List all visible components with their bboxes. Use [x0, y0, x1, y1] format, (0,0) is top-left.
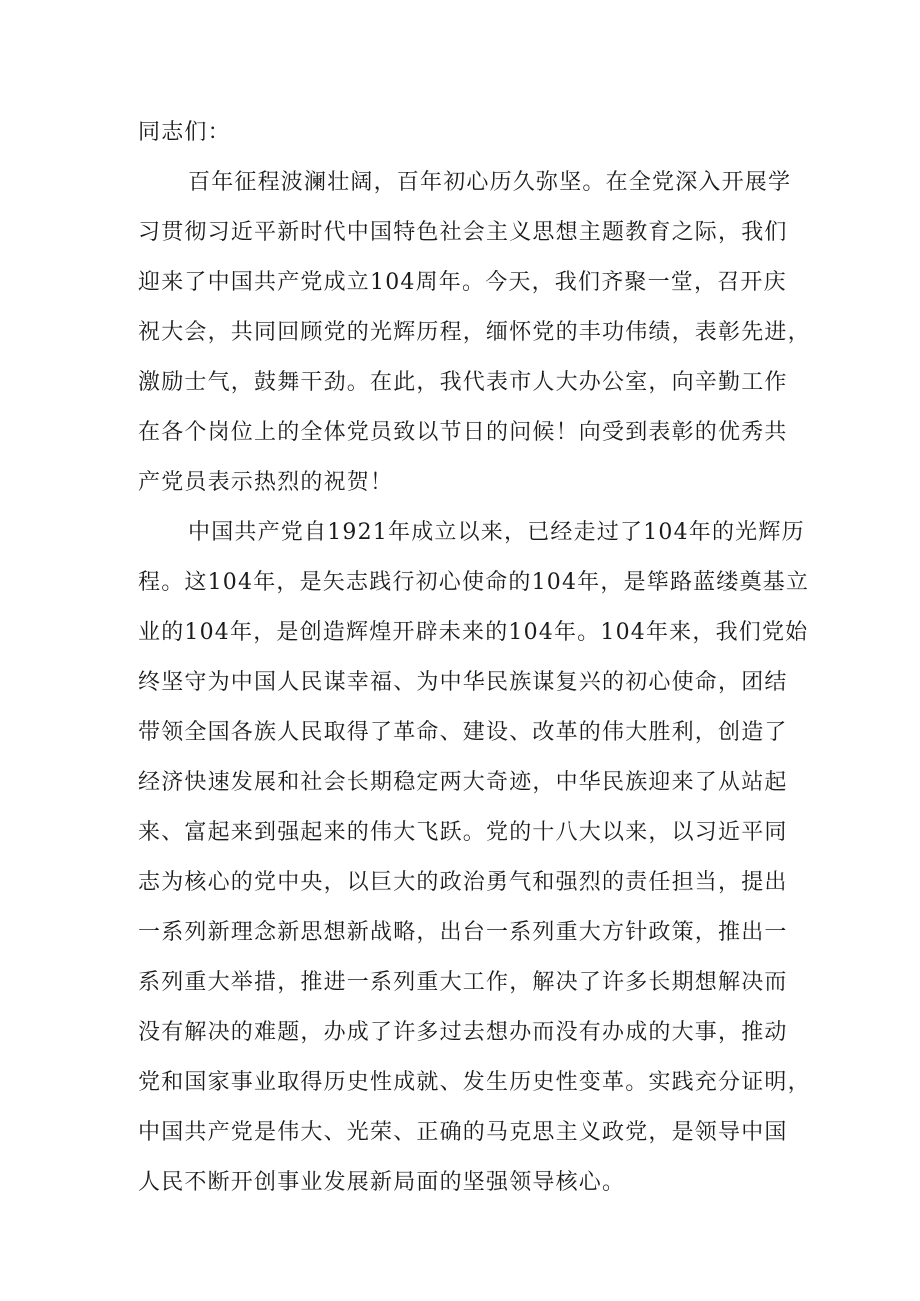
paragraph-line: 没有解决的难题，办成了许多过去想办而没有办成的大事，推动	[138, 1020, 788, 1045]
paragraph-line: 系列重大举措，推进一系列重大工作，解决了许多长期想解决而	[138, 970, 788, 995]
paragraph-line: 来、富起来到强起来的伟大飞跃。党的十八大以来，以习近平同	[138, 820, 788, 845]
paragraph-line: 中国共产党是伟大、光荣、正确的马克思主义政党，是领导中国	[138, 1120, 788, 1145]
paragraph-line: 带领全国各族人民取得了革命、建设、改革的伟大胜利，创造了	[138, 720, 788, 745]
paragraph-line: 在各个岗位上的全体党员致以节日的问候！向受到表彰的优秀共	[138, 420, 788, 445]
greeting: 同志们：	[138, 120, 231, 145]
paragraph-line: 习贯彻习近平新时代中国特色社会主义思想主题教育之际，我们	[138, 220, 788, 245]
paragraph-line: 激励士气，鼓舞干劲。在此，我代表市人大办公室，向辛勤工作	[138, 370, 788, 395]
paragraph-line: 祝大会，共同回顾党的光辉历程，缅怀党的丰功伟绩，表彰先进，	[138, 320, 811, 345]
paragraph-line: 百年征程波澜壮阔，百年初心历久弥坚。在全党深入开展学	[188, 170, 792, 195]
paragraph-line: 中国共产党自1921年成立以来，已经走过了104年的光辉历	[188, 520, 805, 545]
paragraph-line: 人民不断开创事业发展新局面的坚强领导核心。	[138, 1170, 626, 1195]
paragraph-line: 产党员表示热烈的祝贺！	[138, 470, 394, 495]
paragraph-line: 终坚守为中国人民谋幸福、为中华民族谋复兴的初心使命，团结	[138, 670, 788, 695]
paragraph-line: 志为核心的党中央，以巨大的政治勇气和强烈的责任担当，提出	[138, 870, 788, 895]
paragraph-line: 程。这104年，是矢志践行初心使命的104年，是筚路蓝缕奠基立	[138, 570, 810, 595]
paragraph-line: 业的104年，是创造辉煌开辟未来的104年。104年来，我们党始	[138, 620, 809, 645]
paragraph-line: 迎来了中国共产党成立104周年。今天，我们齐聚一堂，召开庆	[138, 270, 787, 295]
paragraph-line: 一系列新理念新思想新战略，出台一系列重大方针政策，推出一	[138, 920, 788, 945]
paragraph-line: 党和国家事业取得历史性成就、发生历史性变革。实践充分证明，	[138, 1070, 811, 1095]
paragraph-line: 经济快速发展和社会长期稳定两大奇迹，中华民族迎来了从站起	[138, 770, 788, 795]
